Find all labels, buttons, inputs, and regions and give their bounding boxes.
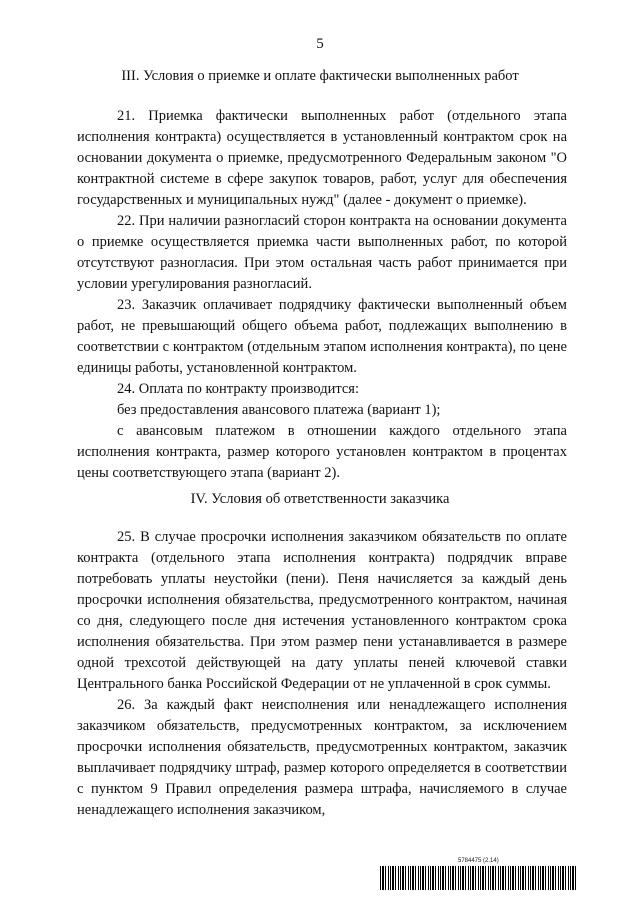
paragraph-24-option-2: с авансовым платежом в отношении каждого отдельного этапа исполнения контракта, размер которого установлен контрактом в процентах цены соответствующего этапа (вариант 2).	[77, 423, 567, 481]
barcode-image	[380, 866, 578, 890]
paragraph-23: 23. Заказчик оплачивает подрядчику фактически выполненный объем работ, не превышающий общего объема работ, подлежащих выполнению в соответствии с контрактом (отдельным этапом исполнения контракта), по цене единицы работы, установленной контрактом.	[77, 297, 567, 376]
paragraph-21: 21. Приемка фактически выполненных работ (отдельного этапа исполнения контракта) осуществляется в установленный контрактом срок на основании документа о приемке, предусмотренного Федеральным законом "О контрактной системе в сфере закупок товаров, работ, услуг для обеспечения государственных и муниципальных нужд" (далее - документ о приемке).	[77, 108, 567, 208]
section-4-heading: IV. Условия об ответственности заказчика	[190, 491, 450, 507]
section-4-body	[77, 527, 567, 821]
section-3-heading: III. Условия о приемке и оплате фактически выполненных работ	[121, 68, 519, 84]
paragraph-22: 22. При наличии разногласий сторон контракта на основании документа о приемке осуществляется приемка части выполненных работ, по которой отсутствуют разногласия. При этом остальная часть работ принимается при условии урегулирования разногласий.	[77, 213, 567, 292]
document-code: 5784475 (2.14)	[458, 858, 499, 864]
section-3-body	[77, 106, 567, 484]
paragraph-26: 26. За каждый факт неисполнения или ненадлежащего исполнения заказчиком обязательств, предусмотренных контрактом, за исключением просрочки исполнения обязательств, предусмотренных контрактом, заказчик выплачивает подрядчику штраф, размер которого определяется в соответствии с пунктом 9 Правил определения размера штрафа, начисляемого в случае ненадлежащего исполнения заказчиком,	[77, 697, 567, 818]
page-number: 5	[316, 36, 324, 52]
paragraph-24-option-1: без предоставления авансового платежа (вариант 1);	[117, 402, 441, 418]
paragraph-24: 24. Оплата по контракту производится:	[117, 381, 359, 397]
paragraph-25: 25. В случае просрочки исполнения заказчиком обязательств по оплате контракта (отдельного этапа исполнения контракта) подрядчик вправе потребовать уплаты неустойки (пени). Пеня начисляется за каждый день просрочки исполнения обязательства, предусмотренного контрактом, начиная со дня, следующего после дня истечения установленного контрактом срока исполнения обязательства. При этом размер пени устанавливается в размере одной трехсотой действующей на дату уплаты пеней ключевой ставки Центрального банка Российской Федерации от не уплаченной в срок суммы.	[77, 529, 567, 692]
